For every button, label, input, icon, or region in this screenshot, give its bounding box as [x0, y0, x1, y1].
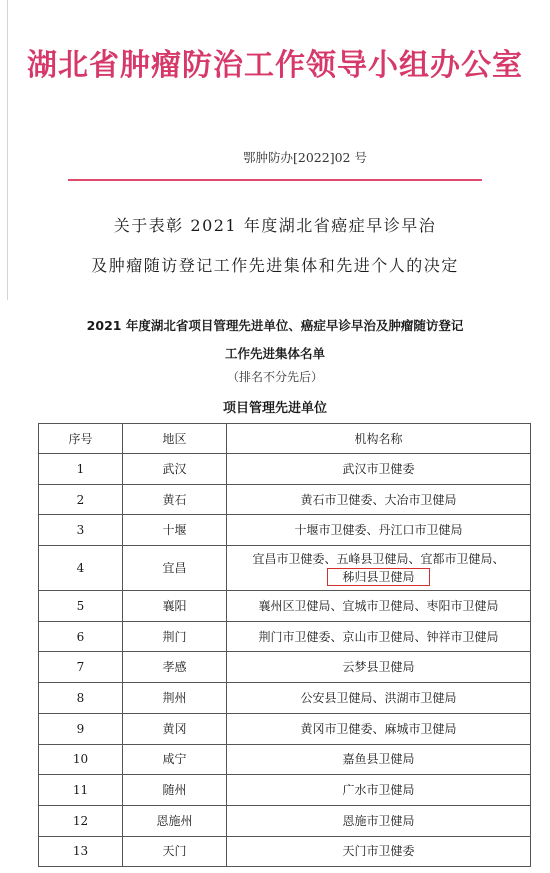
table-row	[39, 546, 531, 591]
row-number: 4	[39, 546, 123, 591]
row-number: 6	[39, 621, 123, 652]
row-institution: 黄冈市卫健委、麻城市卫健局	[227, 713, 531, 744]
row-institution: 黄石市卫健委、大冶市卫健局	[227, 484, 531, 515]
row-region: 襄阳	[123, 591, 227, 622]
table-row	[39, 652, 531, 683]
row-institution: 十堰市卫健委、丹江口市卫健局	[227, 515, 531, 546]
row-number: 3	[39, 515, 123, 546]
row-region: 黄石	[123, 484, 227, 515]
table-row	[39, 836, 531, 867]
row-region: 咸宁	[123, 744, 227, 775]
row-institution: 云梦县卫健局	[227, 652, 531, 683]
row-number: 2	[39, 484, 123, 515]
section-heading: 项目管理先进单位	[222, 401, 327, 416]
column-header-institution: 机构名称	[227, 424, 531, 454]
row-institution: 襄州区卫健局、宜城市卫健局、枣阳市卫健局	[227, 591, 531, 622]
list-heading-line-2: 工作先进集体名单	[224, 346, 325, 361]
row-region: 天门	[123, 836, 227, 867]
row-number: 1	[39, 454, 123, 485]
row-number: 5	[39, 591, 123, 622]
row-region: 武汉	[123, 454, 227, 485]
row-number: 12	[39, 805, 123, 836]
row-number: 11	[39, 775, 123, 806]
table-row	[39, 744, 531, 775]
table-row	[39, 805, 531, 836]
row-region: 十堰	[123, 515, 227, 546]
row-number: 7	[39, 652, 123, 683]
table-row	[39, 591, 531, 622]
row-number: 10	[39, 744, 123, 775]
row-number: 8	[39, 683, 123, 714]
column-header-region: 地区	[123, 424, 227, 454]
row-region: 随州	[123, 775, 227, 806]
row-number: 9	[39, 713, 123, 744]
red-header-rule	[68, 179, 482, 181]
row-region: 荆州	[123, 683, 227, 714]
ordering-note: （排名不分先后）	[226, 370, 323, 384]
row-institution: 广水市卫健局	[227, 775, 531, 806]
document-number: 鄂肿防办[2022]02 号	[243, 150, 367, 165]
row-region: 恩施州	[123, 805, 227, 836]
row-institution: 公安县卫健局、洪湖市卫健局	[227, 683, 531, 714]
institution-line-1: 宜昌市卫健委、五峰县卫健局、宜都市卫健局、	[252, 551, 505, 566]
table-row	[39, 713, 531, 744]
row-institution: 天门市卫健委	[227, 836, 531, 867]
row-number: 13	[39, 836, 123, 867]
advanced-units-table	[38, 423, 531, 867]
row-institution	[227, 546, 531, 591]
row-region: 孝感	[123, 652, 227, 683]
row-institution: 荆门市卫健委、京山市卫健局、钟祥市卫健局	[227, 621, 531, 652]
column-header-number: 序号	[39, 424, 123, 454]
row-institution: 嘉鱼县卫健局	[227, 744, 531, 775]
table-row	[39, 775, 531, 806]
org-title: 湖北省肿瘤防治工作领导小组办公室	[27, 48, 523, 83]
list-heading-line-1: 2021 年度湖北省项目管理先进单位、癌症早诊早治及肿瘤随访登记	[86, 318, 464, 333]
row-region: 荆门	[123, 621, 227, 652]
table-header-row	[39, 424, 531, 454]
row-region: 黄冈	[123, 713, 227, 744]
highlighted-institution: 秭归县卫健局	[327, 568, 429, 586]
row-institution: 武汉市卫健委	[227, 454, 531, 485]
decision-title-line-1: 关于表彰 2021 年度湖北省癌症早诊早治	[113, 216, 437, 235]
table-row	[39, 621, 531, 652]
row-region: 宜昌	[123, 546, 227, 591]
table-row	[39, 515, 531, 546]
table-row	[39, 683, 531, 714]
row-institution: 恩施市卫健局	[227, 805, 531, 836]
table-row	[39, 484, 531, 515]
decision-title-line-2: 及肿瘤随访登记工作先进集体和先进个人的决定	[91, 256, 459, 275]
table-row	[39, 454, 531, 485]
